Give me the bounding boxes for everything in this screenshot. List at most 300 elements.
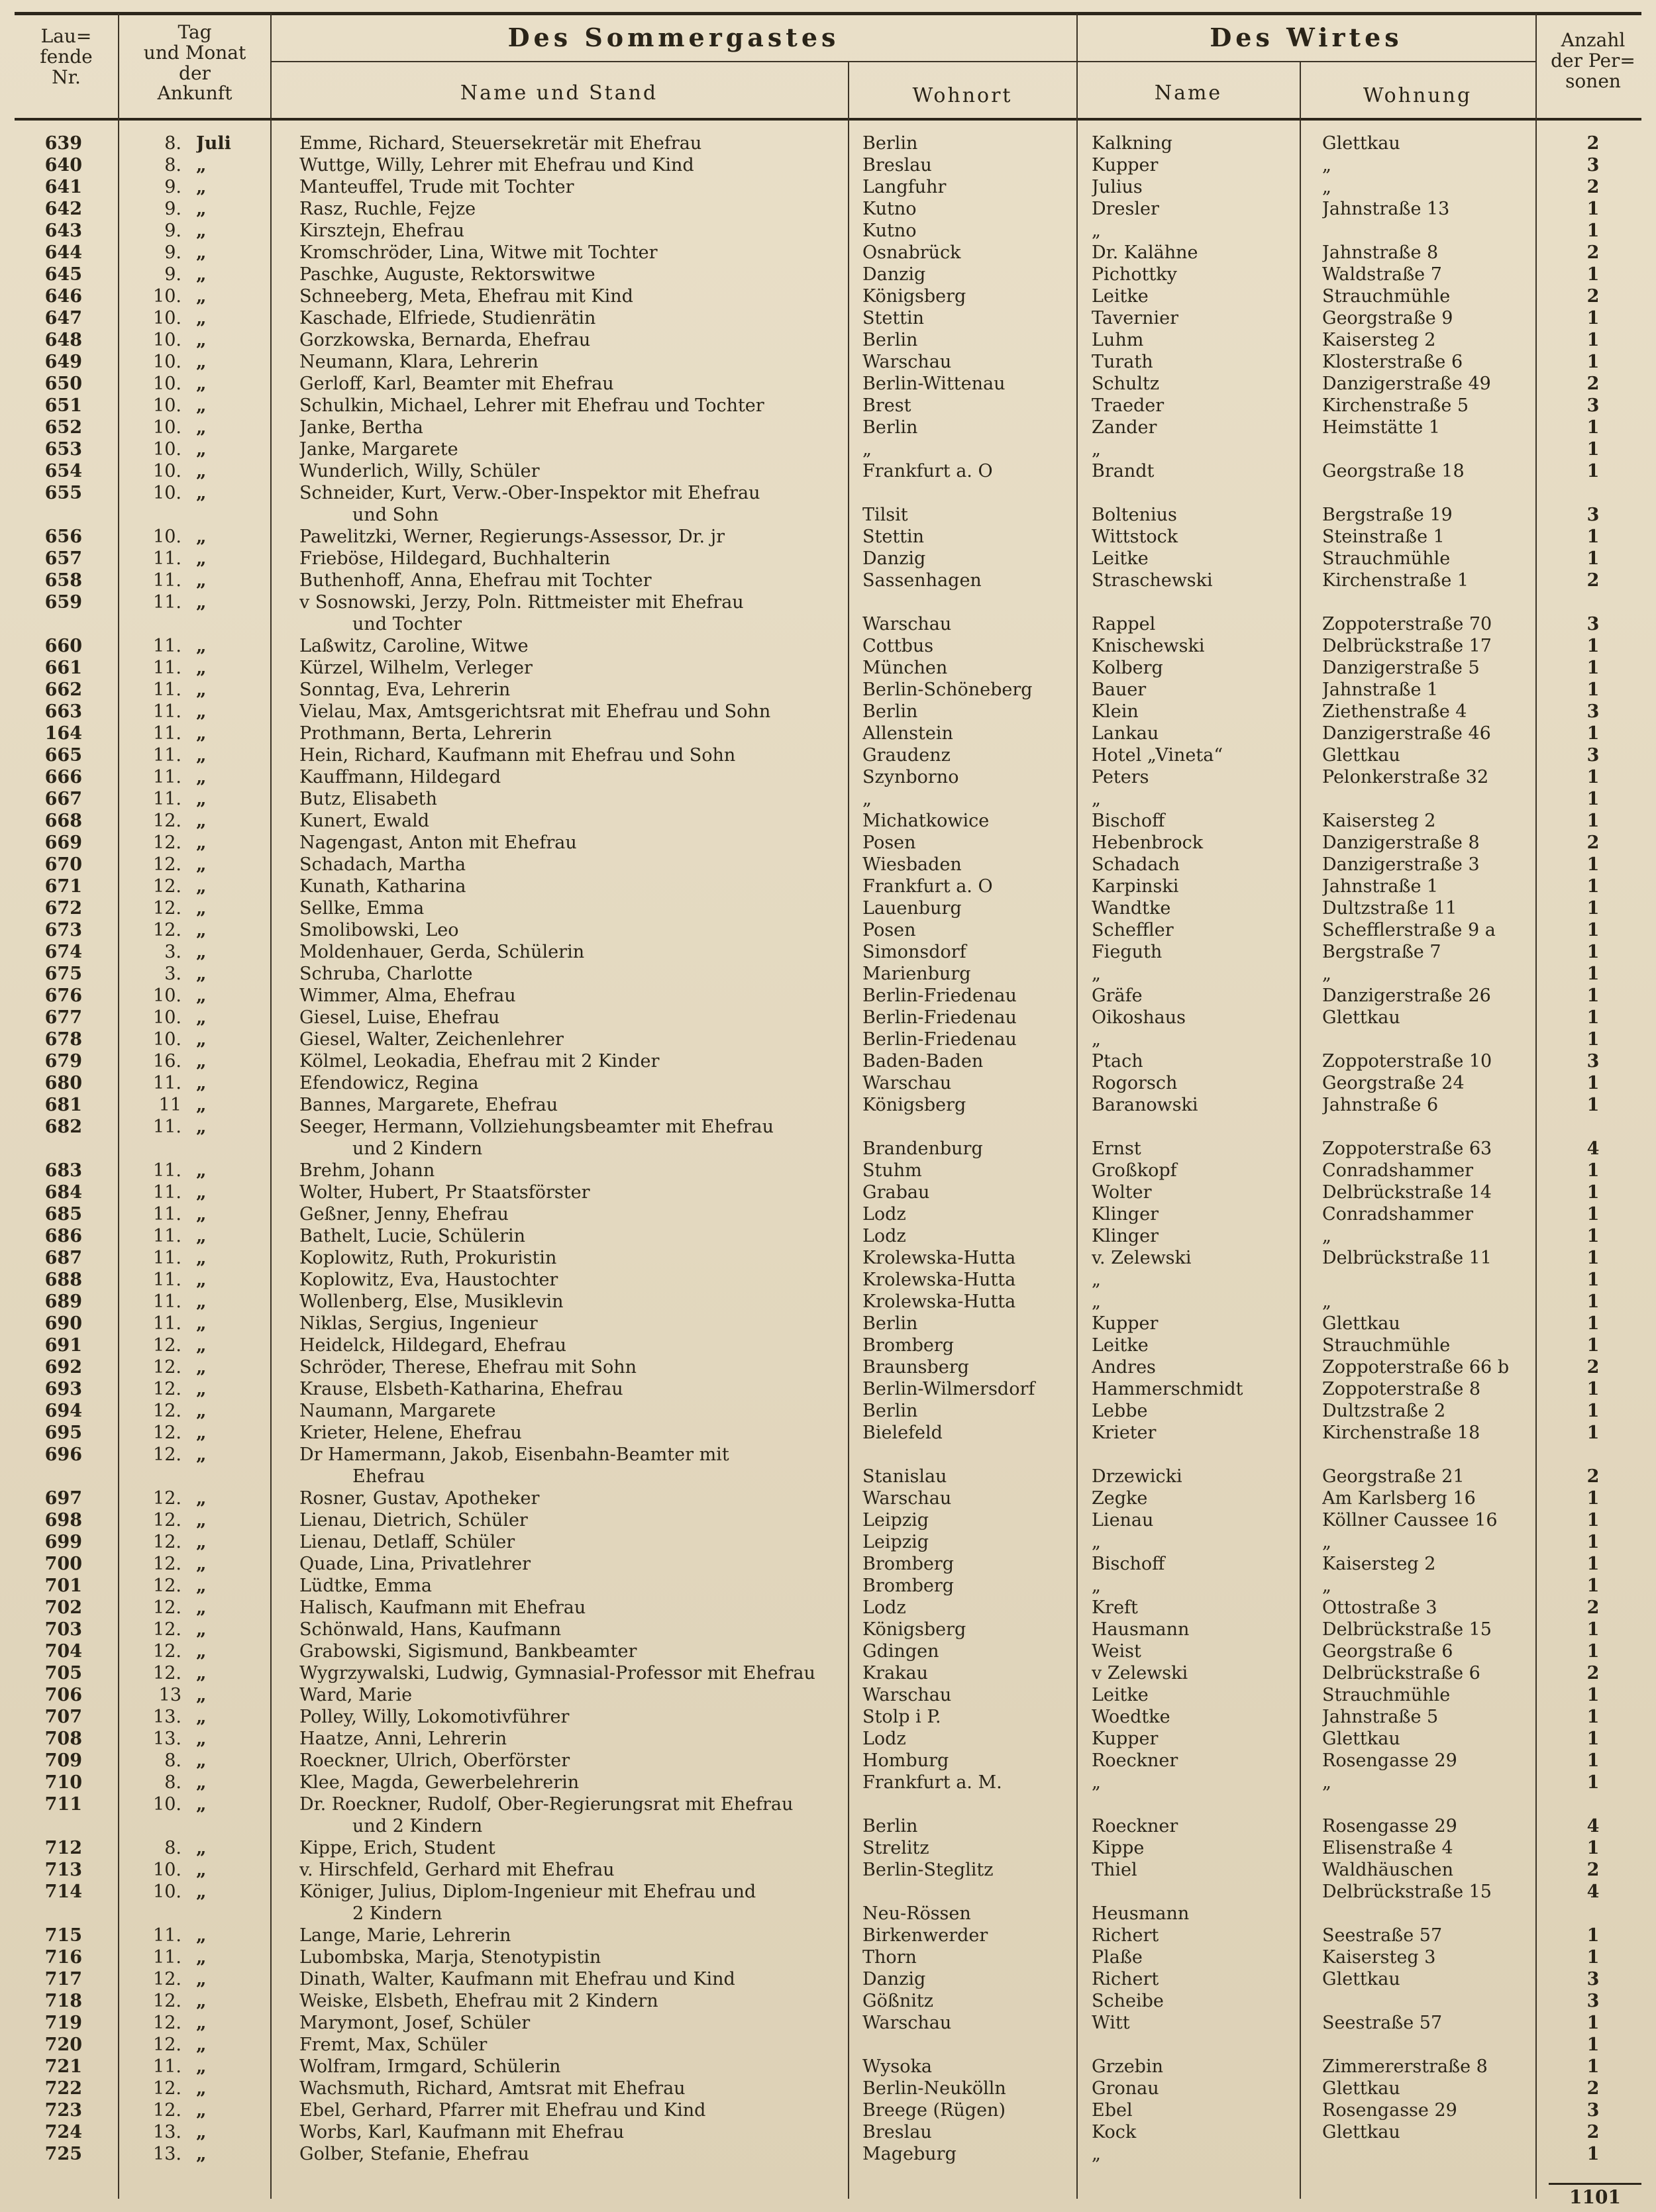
- guest-residence: Leipzig: [862, 1510, 929, 1531]
- guest-residence: Tilsit: [862, 505, 908, 525]
- arrival-day: 12.: [153, 1663, 181, 1684]
- guest-residence: Leipzig: [862, 1532, 929, 1552]
- host-name: Ptach: [1092, 1051, 1143, 1072]
- arrival-month: „: [196, 876, 207, 897]
- entry-number: 710: [44, 1772, 82, 1793]
- arrival-month: „: [196, 1357, 207, 1378]
- arrival-day: 8.: [164, 155, 181, 176]
- entry-number: 718: [44, 1991, 82, 2011]
- table-row: [0, 1203, 1656, 1225]
- arrival-month: „: [196, 1532, 207, 1552]
- guest-residence: Berlin: [862, 417, 918, 438]
- host-name: Schultz: [1092, 374, 1160, 394]
- header-sommergast: Des Sommergastes: [507, 23, 840, 52]
- table-row: [0, 744, 1656, 766]
- arrival-month: „: [196, 1991, 207, 2011]
- arrival-day: 10.: [153, 483, 181, 503]
- guest-residence: Wiesbaden: [862, 854, 962, 875]
- person-count: 1: [1586, 1160, 1600, 1181]
- guest-residence: Berlin-Friedenau: [862, 1029, 1017, 1050]
- guest-name: Giesel, Luise, Ehefrau: [299, 1007, 500, 1028]
- guest-name: Grabowski, Sigismund, Bankbeamter: [299, 1641, 637, 1662]
- host-name: Karpinski: [1092, 876, 1179, 897]
- header-tag-monat: Tag und Monat der Ankunft: [143, 21, 246, 105]
- arrival-day: 12.: [153, 1991, 181, 2011]
- guest-name: Prothmann, Berta, Lehrerin: [299, 723, 552, 744]
- person-count: 1: [1586, 1248, 1600, 1268]
- entry-number: 691: [44, 1335, 82, 1356]
- person-count: 1: [1586, 767, 1600, 787]
- guest-residence: Birkenwerder: [862, 1925, 988, 1946]
- entry-number: 653: [44, 439, 82, 460]
- person-count: 1: [1586, 527, 1600, 547]
- person-count: 2: [1586, 2122, 1600, 2142]
- entry-number: 660: [44, 636, 82, 656]
- guest-name: Lienau, Dietrich, Schüler: [299, 1510, 528, 1531]
- host-address: Ottostraße 3: [1322, 1597, 1437, 1618]
- entry-number: 672: [44, 898, 82, 919]
- entry-number: 683: [44, 1160, 82, 1181]
- host-address: Glettkau: [1322, 1969, 1400, 1989]
- arrival-day: 9.: [164, 242, 181, 263]
- arrival-day: 10.: [153, 395, 181, 416]
- arrival-day: 12.: [153, 1444, 181, 1465]
- table-row: [0, 657, 1656, 679]
- guest-name: Koplowitz, Eva, Haustochter: [299, 1270, 558, 1290]
- arrival-month: „: [196, 1641, 207, 1662]
- host-address: Georgstraße 18: [1322, 461, 1465, 481]
- table-row: [0, 1160, 1656, 1181]
- arrival-month: „: [196, 221, 207, 241]
- guest-residence: Stettin: [862, 527, 925, 547]
- host-address: Georgstraße 6: [1322, 1641, 1453, 1662]
- host-address: Köllner Caussee 16: [1322, 1510, 1498, 1531]
- table-row: [0, 1487, 1656, 1509]
- guest-residence: Homburg: [862, 1750, 949, 1771]
- table-row: [0, 1575, 1656, 1597]
- host-name: Turath: [1092, 352, 1153, 372]
- entry-number: 663: [44, 701, 82, 722]
- host-address: Kirchenstraße 5: [1322, 395, 1469, 416]
- arrival-day: 10.: [153, 1007, 181, 1028]
- arrival-day: 12.: [153, 1401, 181, 1421]
- arrival-month: „: [196, 242, 207, 263]
- entry-number: 703: [44, 1619, 82, 1640]
- guest-name: Rasz, Ruchle, Fejze: [299, 199, 476, 219]
- person-count: 3: [1586, 395, 1600, 416]
- arrival-month: „: [196, 1335, 207, 1356]
- entry-number: 715: [44, 1925, 82, 1946]
- entry-number: 655: [44, 483, 82, 503]
- arrival-day: 12.: [153, 832, 181, 853]
- arrival-day: 11.: [153, 636, 181, 656]
- person-count: 1: [1586, 679, 1600, 700]
- guest-residence: Stolp i P.: [862, 1707, 941, 1727]
- arrival-month: „: [196, 2122, 207, 2142]
- host-address: Jahnstraße 1: [1322, 876, 1439, 897]
- person-count: 2: [1586, 832, 1600, 853]
- host-name: Rappel: [1092, 614, 1156, 634]
- guest-name: v. Hirschfeld, Gerhard mit Ehefrau: [299, 1860, 615, 1880]
- person-count: 1: [1586, 330, 1600, 350]
- host-name: Ernst: [1092, 1138, 1141, 1159]
- table-row: [0, 1859, 1656, 1881]
- host-name: Roeckner: [1092, 1816, 1178, 1836]
- table-row: [0, 766, 1656, 788]
- arrival-month: „: [196, 417, 207, 438]
- host-address: Zimmererstraße 8: [1322, 2056, 1488, 2077]
- guest-name: Haatze, Anni, Lehrerin: [299, 1729, 507, 1749]
- guest-residence: Warschau: [862, 2013, 952, 2033]
- header-wirt: Des Wirtes: [1210, 23, 1403, 52]
- arrival-month: „: [196, 177, 207, 197]
- arrival-month: „: [196, 1488, 207, 1509]
- table-row: [0, 1837, 1656, 1859]
- host-address: Delbrückstraße 6: [1322, 1663, 1480, 1684]
- host-address: Zoppoterstraße 8: [1322, 1379, 1481, 1399]
- guest-name: Pawelitzki, Werner, Regierungs-Assessor, Dr. jr: [299, 527, 725, 547]
- entry-number: 712: [44, 1838, 82, 1858]
- arrival-day: 10.: [153, 286, 181, 307]
- guest-residence: Krolewska-Hutta: [862, 1248, 1016, 1268]
- guest-name: Roeckner, Ulrich, Oberförster: [299, 1750, 570, 1771]
- host-name: Tavernier: [1092, 308, 1179, 328]
- arrival-month: „: [196, 439, 207, 460]
- entry-number: 668: [44, 811, 82, 831]
- arrival-month: „: [196, 592, 207, 613]
- guest-name: Ehefrau: [352, 1466, 425, 1487]
- table-row: [0, 1400, 1656, 1422]
- host-name: Julius: [1092, 177, 1143, 197]
- arrival-day: 12.: [153, 1488, 181, 1509]
- arrival-month: „: [196, 1838, 207, 1858]
- person-count: 1: [1586, 1423, 1600, 1443]
- arrival-day: 11.: [153, 1313, 181, 1334]
- arrival-month: „: [196, 1772, 207, 1793]
- arrival-day: 10.: [153, 1860, 181, 1880]
- person-count: 2: [1586, 242, 1600, 263]
- guest-residence: Bromberg: [862, 1576, 955, 1596]
- host-name: „: [1092, 1270, 1101, 1290]
- arrival-day: 12.: [153, 811, 181, 831]
- arrival-day: 8.: [164, 1750, 181, 1771]
- arrival-day: 11.: [153, 1248, 181, 1268]
- guest-name: Klee, Magda, Gewerbelehrerin: [299, 1772, 580, 1793]
- arrival-day: 11.: [153, 592, 181, 613]
- entry-number: 707: [44, 1707, 82, 1727]
- entry-number: 648: [44, 330, 82, 350]
- guest-residence: Breslau: [862, 2122, 932, 2142]
- guest-residence: München: [862, 658, 948, 678]
- arrival-month: „: [196, 679, 207, 700]
- host-address: „: [1322, 1226, 1331, 1246]
- arrival-month: „: [196, 1029, 207, 1050]
- table-row: [0, 2099, 1656, 2121]
- table-row: [0, 1072, 1656, 1094]
- guest-name: Vielau, Max, Amtsgerichtsrat mit Ehefrau und Sohn: [299, 701, 771, 722]
- arrival-month: „: [196, 2144, 207, 2164]
- person-count: 1: [1586, 1576, 1600, 1596]
- entry-number: 650: [44, 374, 82, 394]
- host-name: „: [1092, 221, 1101, 241]
- host-address: Glettkau: [1322, 745, 1400, 766]
- entry-number: 716: [44, 1947, 82, 1968]
- guest-residence: Lauenburg: [862, 898, 962, 919]
- table-row: [0, 897, 1656, 919]
- arrival-month: „: [196, 1379, 207, 1399]
- person-count: 1: [1586, 2056, 1600, 2077]
- arrival-day: 11.: [153, 1925, 181, 1946]
- person-count: 1: [1586, 461, 1600, 481]
- entry-number: 679: [44, 1051, 82, 1072]
- host-name: Grzebin: [1092, 2056, 1163, 2077]
- entry-number: 671: [44, 876, 82, 897]
- arrival-day: 12.: [153, 2013, 181, 2033]
- host-name: Hebenbrock: [1092, 832, 1204, 853]
- arrival-day: 10.: [153, 1029, 181, 1050]
- arrival-day: 12.: [153, 2035, 181, 2055]
- entry-number: 721: [44, 2056, 82, 2077]
- arrival-month: „: [196, 1051, 207, 1072]
- arrival-month: „: [196, 1401, 207, 1421]
- arrival-day: 11.: [153, 548, 181, 569]
- host-name: Fieguth: [1092, 942, 1163, 962]
- host-name: Kolberg: [1092, 658, 1163, 678]
- guest-name: Wimmer, Alma, Ehefrau: [299, 985, 516, 1006]
- table-row: [0, 635, 1656, 657]
- guest-residence: Cottbus: [862, 636, 934, 656]
- table-row: [0, 329, 1656, 351]
- guest-name: Kunert, Ewald: [299, 811, 430, 831]
- entry-number: 701: [44, 1576, 82, 1596]
- guest-name: Geßner, Jenny, Ehefrau: [299, 1204, 509, 1225]
- host-name: Plaße: [1092, 1947, 1143, 1968]
- table-row: [0, 1662, 1656, 1684]
- person-count: 1: [1586, 1925, 1600, 1946]
- table-row: [0, 1946, 1656, 1968]
- entry-number: 700: [44, 1554, 82, 1574]
- entry-number: 697: [44, 1488, 82, 1509]
- entry-number: 693: [44, 1379, 82, 1399]
- table-row: [0, 526, 1656, 548]
- arrival-day: 11.: [153, 1117, 181, 1137]
- guest-residence: Kutno: [862, 221, 917, 241]
- table-row: [0, 220, 1656, 242]
- arrival-day: 10.: [153, 461, 181, 481]
- person-count: 1: [1586, 417, 1600, 438]
- host-name: Hotel „Vineta“: [1092, 745, 1223, 766]
- person-count: 1: [1586, 898, 1600, 919]
- person-count: 1: [1586, 1226, 1600, 1246]
- host-address: Kirchenstraße 18: [1322, 1423, 1480, 1443]
- arrival-month: „: [196, 395, 207, 416]
- host-address: Danzigerstraße 46: [1322, 723, 1491, 744]
- host-address: Glettkau: [1322, 1729, 1400, 1749]
- arrival-day: 11.: [153, 1182, 181, 1203]
- person-count: 1: [1586, 876, 1600, 897]
- host-name: Krieter: [1092, 1423, 1157, 1443]
- arrival-month: „: [196, 1576, 207, 1596]
- table-row: [0, 1378, 1656, 1400]
- guest-residence: Bromberg: [862, 1335, 955, 1356]
- arrival-month: „: [196, 2013, 207, 2033]
- host-address: Jahnstraße 1: [1322, 679, 1439, 700]
- host-name: Kreft: [1092, 1597, 1138, 1618]
- entry-number: 706: [44, 1685, 82, 1705]
- host-name: Lebbe: [1092, 1401, 1148, 1421]
- arrival-month: „: [196, 1554, 207, 1574]
- table-row: [0, 1509, 1656, 1531]
- table-row: [0, 1619, 1656, 1640]
- table-row: [0, 482, 1656, 504]
- table-row: [0, 1531, 1656, 1553]
- guest-residence: Königsberg: [862, 1095, 966, 1115]
- arrival-day: 11.: [153, 1947, 181, 1968]
- host-name: Klinger: [1092, 1226, 1159, 1246]
- host-address: Delbrückstraße 11: [1322, 1248, 1492, 1268]
- person-count: 2: [1586, 133, 1600, 154]
- guest-residence: Berlin-Steglitz: [862, 1860, 994, 1880]
- table-row: [0, 242, 1656, 264]
- arrival-day: 10.: [153, 1882, 181, 1902]
- person-count: 2: [1586, 1860, 1600, 1880]
- guest-residence: Neu-Rössen: [862, 1903, 971, 1924]
- host-address: „: [1322, 1532, 1331, 1552]
- arrival-month: „: [196, 1947, 207, 1968]
- guest-residence: Warschau: [862, 1073, 952, 1093]
- host-address: Conradshammer: [1322, 1204, 1474, 1225]
- host-name: Kock: [1092, 2122, 1137, 2142]
- arrival-month: „: [196, 636, 207, 656]
- header-wohnung: Wohnung: [1363, 84, 1473, 107]
- host-name: Dr. Kalähne: [1092, 242, 1198, 263]
- arrival-day: 11.: [153, 723, 181, 744]
- guest-residence: Lodz: [862, 1226, 906, 1246]
- arrival-day: 13.: [153, 2144, 181, 2164]
- entry-number: 724: [44, 2122, 82, 2142]
- guest-residence: Krakau: [862, 1663, 929, 1684]
- guest-residence: Thorn: [862, 1947, 917, 1968]
- arrival-day: 12.: [153, 1423, 181, 1443]
- guest-name: Schulkin, Michael, Lehrer mit Ehefrau und Tochter: [299, 395, 764, 416]
- table-row: [0, 2143, 1656, 2165]
- table-row: [0, 570, 1656, 591]
- guest-residence: Frankfurt a. O: [862, 876, 993, 897]
- table-row: [0, 591, 1656, 613]
- arrival-day: 10.: [153, 330, 181, 350]
- arrival-day: 12.: [153, 1969, 181, 1989]
- arrival-day: 10.: [153, 308, 181, 328]
- guest-name: Heidelck, Hildegard, Ehefrau: [299, 1335, 566, 1356]
- guest-residence: Lodz: [862, 1729, 906, 1749]
- arrival-day: 11.: [153, 679, 181, 700]
- arrival-day: 10.: [153, 374, 181, 394]
- guest-residence: Baden-Baden: [862, 1051, 984, 1072]
- guest-residence: Berlin-Wittenau: [862, 374, 1006, 394]
- person-count: 1: [1586, 1335, 1600, 1356]
- guest-residence: Breslau: [862, 155, 932, 176]
- host-address: Bergstraße 19: [1322, 505, 1453, 525]
- arrival-month: „: [196, 985, 207, 1006]
- entry-number: 681: [44, 1095, 82, 1115]
- host-address: Heimstätte 1: [1322, 417, 1441, 438]
- guest-name: Kippe, Erich, Student: [299, 1838, 495, 1858]
- entry-number: 674: [44, 942, 82, 962]
- host-name: Bischoff: [1092, 811, 1165, 831]
- arrival-day: 12.: [153, 1357, 181, 1378]
- entry-number: 725: [44, 2144, 82, 2164]
- arrival-month: „: [196, 286, 207, 307]
- arrival-day: 11.: [153, 789, 181, 809]
- host-name: „: [1092, 1576, 1101, 1596]
- table-row: [0, 307, 1656, 329]
- entry-number: 639: [44, 133, 82, 154]
- table-row: [0, 1094, 1656, 1116]
- guest-residence: Bromberg: [862, 1554, 955, 1574]
- person-count: 1: [1586, 1401, 1600, 1421]
- arrival-month: „: [196, 264, 207, 285]
- guest-residence: Posen: [862, 920, 916, 940]
- host-address: „: [1322, 155, 1331, 176]
- person-count: 1: [1586, 1095, 1600, 1115]
- arrival-month: „: [196, 2078, 207, 2099]
- arrival-month: „: [196, 701, 207, 722]
- host-address: Strauchmühle: [1322, 1335, 1451, 1356]
- host-address: Zoppoterstraße 70: [1322, 614, 1492, 634]
- guest-name: Polley, Willy, Lokomotivführer: [299, 1707, 570, 1727]
- host-address: Strauchmühle: [1322, 548, 1451, 569]
- arrival-month: „: [196, 1882, 207, 1902]
- host-name: Dresler: [1092, 199, 1159, 219]
- arrival-day: 11.: [153, 745, 181, 766]
- guest-name: Janke, Bertha: [299, 417, 423, 438]
- entry-number: 722: [44, 2078, 82, 2099]
- host-address: Danzigerstraße 5: [1322, 658, 1480, 678]
- host-name: Peters: [1092, 767, 1149, 787]
- table-row: [0, 1684, 1656, 1706]
- host-address: Elisenstraße 4: [1322, 1838, 1453, 1858]
- arrival-day: 12.: [153, 1576, 181, 1596]
- guest-name: Lubombska, Marja, Stenotypistin: [299, 1947, 601, 1968]
- arrival-day: 12.: [153, 2078, 181, 2099]
- host-name: Klinger: [1092, 1204, 1159, 1225]
- entry-number: 646: [44, 286, 82, 307]
- guest-residence: Brest: [862, 395, 911, 416]
- arrival-month: „: [196, 811, 207, 831]
- table-row: [0, 963, 1656, 985]
- host-name: v Zelewski: [1092, 1663, 1188, 1684]
- arrival-day: 11.: [153, 658, 181, 678]
- arrival-month: „: [196, 1685, 207, 1705]
- guest-name: Neumann, Klara, Lehrerin: [299, 352, 539, 372]
- host-address: Bergstraße 7: [1322, 942, 1441, 962]
- host-name: Kupper: [1092, 155, 1159, 176]
- guest-name: Dr Hamermann, Jakob, Eisenbahn-Beamter mit: [299, 1444, 729, 1465]
- table-row: [0, 1793, 1656, 1815]
- guest-name: Fremt, Max, Schüler: [299, 2035, 488, 2055]
- arrival-month: „: [196, 1444, 207, 1465]
- host-name: Kippe: [1092, 1838, 1145, 1858]
- host-name: Leitke: [1092, 286, 1149, 307]
- host-name: Witt: [1092, 2013, 1130, 2033]
- entry-number: 709: [44, 1750, 82, 1771]
- person-count: 1: [1586, 1291, 1600, 1312]
- guest-name: Lange, Marie, Lehrerin: [299, 1925, 511, 1946]
- entry-number: 661: [44, 658, 82, 678]
- guest-name: Weiske, Elsbeth, Ehefrau mit 2 Kindern: [299, 1991, 658, 2011]
- table-row: [0, 1291, 1656, 1313]
- table-row: [0, 1444, 1656, 1466]
